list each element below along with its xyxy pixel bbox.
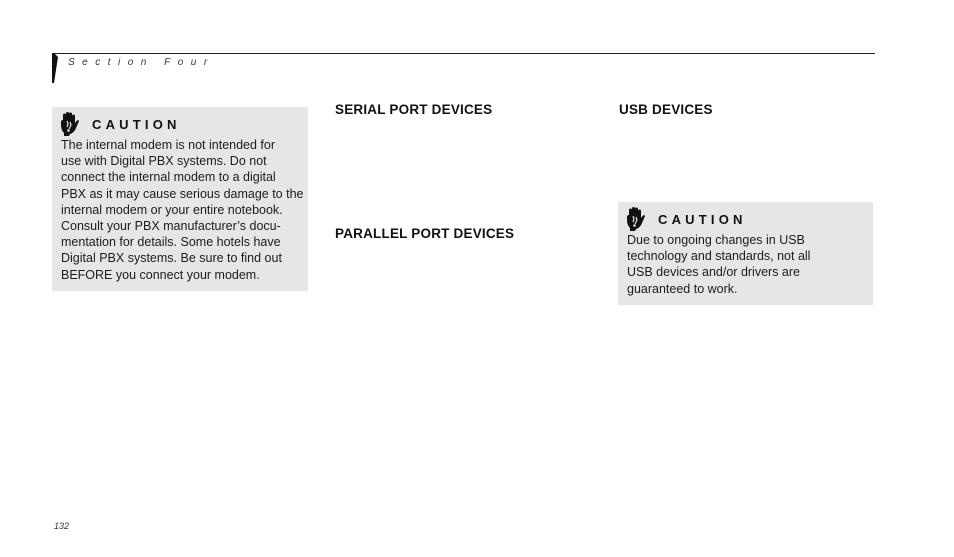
hand-icon <box>624 206 646 232</box>
caution-line: Due to ongoing changes in USB <box>627 233 805 247</box>
caution-box-modem <box>52 107 308 291</box>
caution-line: guaranteed to work. <box>627 281 738 296</box>
caution-box-usb <box>618 202 873 305</box>
heading-parallel-port-devices: PARALLEL PORT DEVICES <box>335 226 515 241</box>
header-rule <box>52 53 875 54</box>
heading-serial-port-devices: SERIAL PORT DEVICES <box>335 102 493 117</box>
hand-icon <box>58 111 80 137</box>
caution-header <box>58 111 181 137</box>
caution-line: USB devices and/or drivers are <box>627 265 800 280</box>
caution-line: connect the internal modem to a digital <box>61 170 276 185</box>
caution-text <box>627 232 867 297</box>
caution-header <box>624 206 747 232</box>
caution-title: CAUTION <box>658 211 747 227</box>
caution-line: internal modem or your entire notebook. <box>61 202 283 217</box>
caution-line: mentation for details. Some hotels have <box>61 235 281 250</box>
section-label: Section Four <box>68 57 215 68</box>
caution-line: technology and standards, not all <box>627 249 811 264</box>
heading-usb-devices: USB DEVICES <box>619 102 713 117</box>
caution-line: PBX as it may cause serious damage to the <box>61 186 304 201</box>
caution-line: The internal modem is not intended for <box>61 138 276 152</box>
caution-line: Digital PBX systems. Be sure to find out <box>61 251 282 266</box>
caution-line: Consult your PBX manufacturer’s docu- <box>61 219 281 234</box>
caution-title: CAUTION <box>92 116 181 132</box>
caution-text <box>61 137 302 283</box>
header-tick <box>52 53 58 88</box>
caution-line: use with Digital PBX systems. Do not <box>61 154 267 169</box>
caution-line: BEFORE you connect your modem. <box>61 267 260 282</box>
page-number: 132 <box>54 521 70 531</box>
